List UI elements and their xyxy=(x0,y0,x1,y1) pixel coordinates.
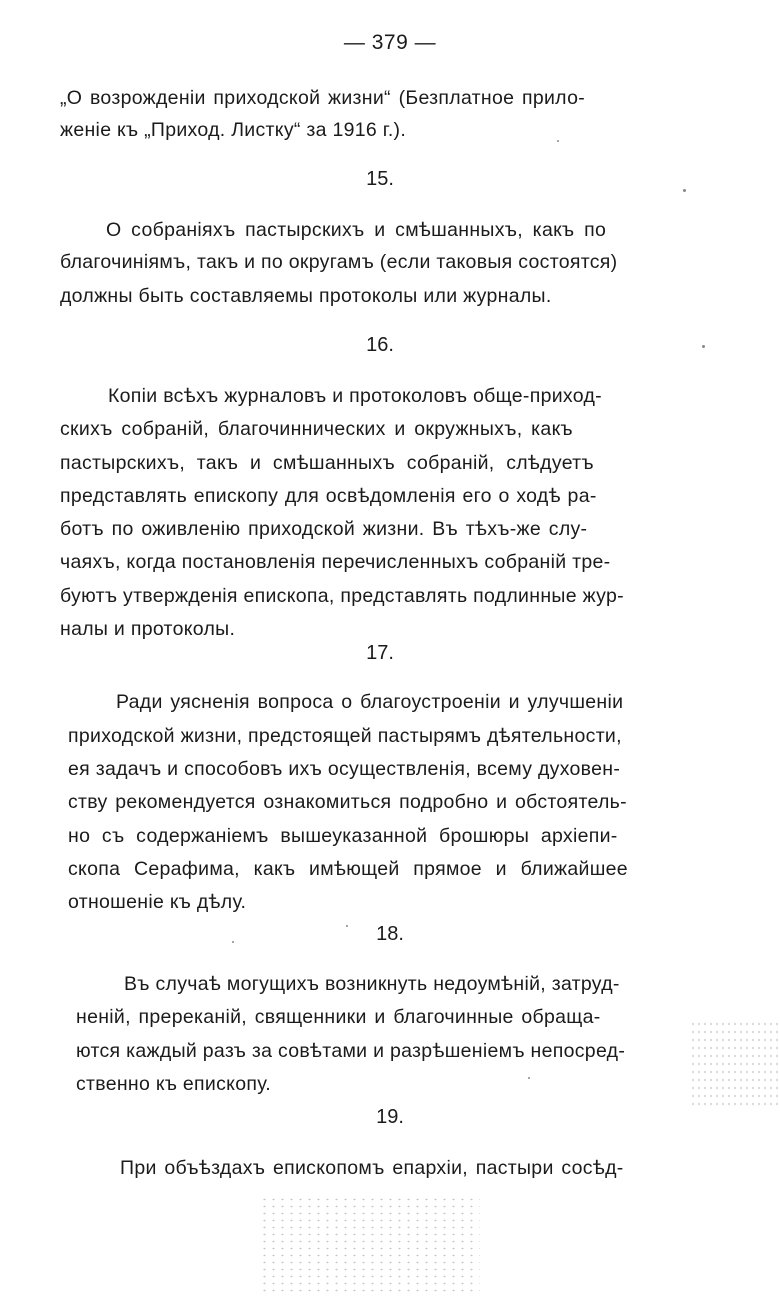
text-line: О собраніяхъ пастырскихъ и смѣшанныхъ, какъ по xyxy=(106,219,607,241)
text-line: буютъ утвержденія епископа, представлять подлинные жур- xyxy=(60,585,624,607)
section-number: 18. xyxy=(376,923,404,945)
text-line: ственно къ епископу. xyxy=(76,1073,272,1095)
text-line: неній, пререканій, священники и благочинные обраща- xyxy=(76,1006,601,1028)
section-number: 16. xyxy=(366,334,394,356)
section-number: 19. xyxy=(376,1106,404,1128)
scan-noise xyxy=(260,1196,480,1296)
text-line: скопа Серафима, какъ имѣющей прямое и ближайшее xyxy=(68,858,628,880)
text-line: Ради уясненія вопроса о благоустроеніи и улучшеніи xyxy=(116,691,624,713)
section-number: 15. xyxy=(366,168,394,190)
text-line: ея задачъ и способовъ ихъ осуществленія, всему духовен- xyxy=(68,758,621,780)
text-line: благочиніямъ, такъ и по округамъ (если таковыя состоятся) xyxy=(60,251,618,273)
speck xyxy=(557,140,559,142)
section-number: 17. xyxy=(366,642,394,664)
text-line: приходской жизни, предстоящей пастырямъ дѣятельности, xyxy=(68,725,622,747)
text-line: ботъ по оживленію приходской жизни. Въ тѣхъ-же слу- xyxy=(60,518,588,540)
speck xyxy=(528,1077,530,1079)
text-line: отношеніе къ дѣлу. xyxy=(68,891,247,913)
text-line: женіе къ „Приход. Листку“ за 1916 г.). xyxy=(60,119,407,141)
text-line: но съ содержаніемъ вышеуказанной брошюры архіепи- xyxy=(68,825,618,847)
text-line: Въ случаѣ могущихъ возникнуть недоумѣній, затруд- xyxy=(124,973,620,995)
text-line: ству рекомендуется ознакомиться подробно и обстоятель- xyxy=(68,791,627,813)
speck xyxy=(702,345,705,348)
text-line: должны быть составляемы протоколы или журналы. xyxy=(60,285,552,307)
scan-noise xyxy=(690,1020,780,1110)
text-line: Копіи всѣхъ журналовъ и протоколовъ обще-приход- xyxy=(108,385,602,407)
speck xyxy=(232,941,234,943)
text-line: чаяхъ, когда постановленія перечисленныхъ собраній тре- xyxy=(60,551,611,573)
speck xyxy=(683,189,686,192)
text-line: скихъ собраній, благочиннических и окружныхъ, какъ xyxy=(60,418,573,440)
text-line: ются каждый разъ за совѣтами и разрѣшеніемъ непосред- xyxy=(76,1040,626,1062)
text-line: налы и протоколы. xyxy=(60,618,236,640)
text-line: представлять епископу для освѣдомленія его о ходѣ ра- xyxy=(60,485,597,507)
text-line: пастырскихъ, такъ и смѣшанныхъ собраній, слѣдуетъ xyxy=(60,452,594,474)
text-line: „О возрожденіи приходской жизни“ (Безплатное прило- xyxy=(60,87,586,109)
speck xyxy=(346,925,348,927)
page-number: — 379 — xyxy=(343,31,437,54)
text-line: При объѣздахъ епископомъ епархіи, пастыри сосѣд- xyxy=(120,1157,624,1179)
